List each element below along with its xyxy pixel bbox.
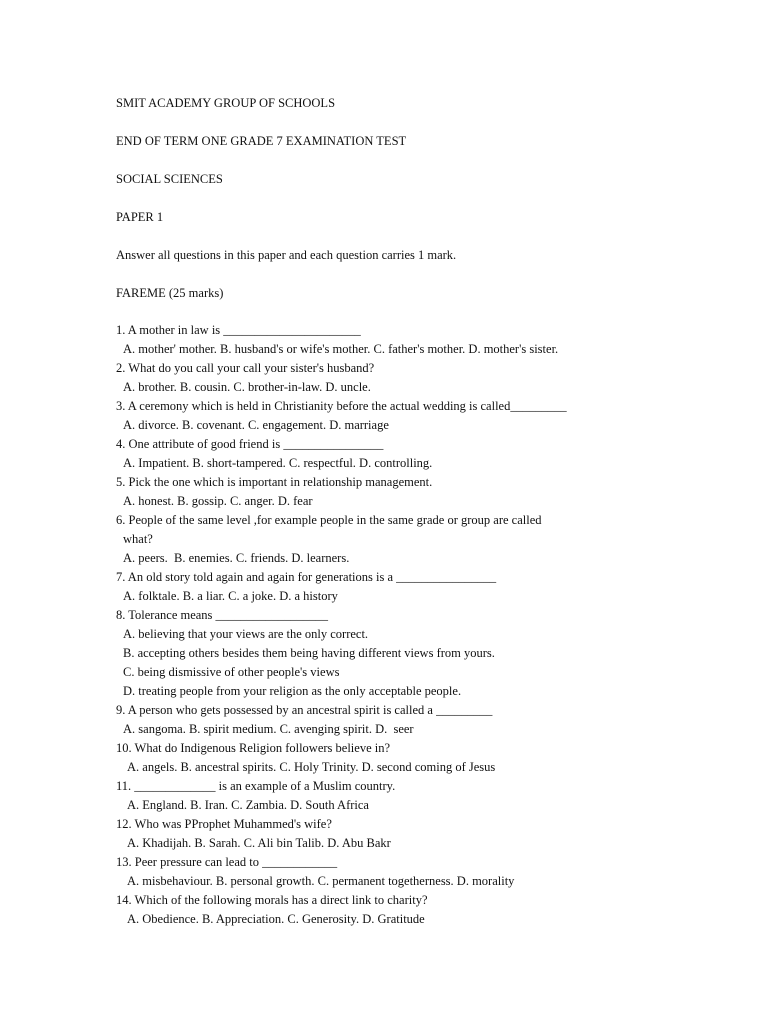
section-heading: FAREME (25 marks) (116, 286, 224, 300)
question-options: A. mother' mother. B. husband's or wife's mother. C. father's mother. D. mother's sister. (123, 342, 559, 356)
question-stem: 6. People of the same level ,for example people in the same grade or group are called (116, 513, 542, 527)
question-option: D. treating people from your religion as the only acceptable people. (123, 684, 462, 698)
question-options: A. Obedience. B. Appreciation. C. Generosity. D. Gratitude (127, 912, 425, 926)
question-stem: 11. _____________ is an example of a Muslim country. (116, 779, 396, 793)
question-option: C. being dismissive of other people's views (123, 665, 340, 679)
question-options: A. brother. B. cousin. C. brother-in-law. D. uncle. (123, 380, 371, 394)
question-stem: 5. Pick the one which is important in relationship management. (116, 475, 433, 489)
question-stem: 9. A person who gets possessed by an ancestral spirit is called a _________ (116, 703, 493, 717)
school-name: SMIT ACADEMY GROUP OF SCHOOLS (116, 96, 336, 110)
question-options: A. angels. B. ancestral spirits. C. Holy Trinity. D. second coming of Jesus (127, 760, 496, 774)
question-options: A. misbehaviour. B. personal growth. C. permanent togetherness. D. morality (127, 874, 515, 888)
question-stem: 12. Who was PProphet Muhammed's wife? (116, 817, 332, 831)
question-stem: 8. Tolerance means __________________ (116, 608, 329, 622)
question-options: A. peers. B. enemies. C. friends. D. learners. (123, 551, 350, 565)
question-stem: 4. One attribute of good friend is ________________ (116, 437, 384, 451)
question-stem: 13. Peer pressure can lead to ____________ (116, 855, 338, 869)
question-stem: 1. A mother in law is ______________________ (116, 323, 361, 337)
question-stem: 3. A ceremony which is held in Christianity before the actual wedding is called_________ (116, 399, 567, 413)
question-stem: 14. Which of the following morals has a direct link to charity? (116, 893, 428, 907)
question-stem: 2. What do you call your call your sister's husband? (116, 361, 375, 375)
question-options: A. England. B. Iran. C. Zambia. D. South Africa (127, 798, 369, 812)
question-options: A. Impatient. B. short-tampered. C. respectful. D. controlling. (123, 456, 433, 470)
question-options: A. sangoma. B. spirit medium. C. avenging spirit. D. seer (123, 722, 414, 736)
question-options: A. honest. B. gossip. C. anger. D. fear (123, 494, 313, 508)
question-options: A. Khadijah. B. Sarah. C. Ali bin Talib. D. Abu Bakr (127, 836, 391, 850)
question-stem-continued: what? (123, 532, 153, 546)
question-stem: 10. What do Indigenous Religion followers believe in? (116, 741, 391, 755)
paper-number: PAPER 1 (116, 210, 164, 224)
question-stem: 7. An old story told again and again for generations is a ________________ (116, 570, 497, 584)
question-option: A. believing that your views are the only correct. (123, 627, 369, 641)
question-options: A. folktale. B. a liar. C. a joke. D. a history (123, 589, 338, 603)
question-option: B. accepting others besides them being having different views from yours. (123, 646, 495, 660)
instructions: Answer all questions in this paper and each question carries 1 mark. (116, 248, 457, 262)
subject-name: SOCIAL SCIENCES (116, 172, 223, 186)
exam-title: END OF TERM ONE GRADE 7 EXAMINATION TEST (116, 134, 407, 148)
question-options: A. divorce. B. covenant. C. engagement. D. marriage (123, 418, 389, 432)
